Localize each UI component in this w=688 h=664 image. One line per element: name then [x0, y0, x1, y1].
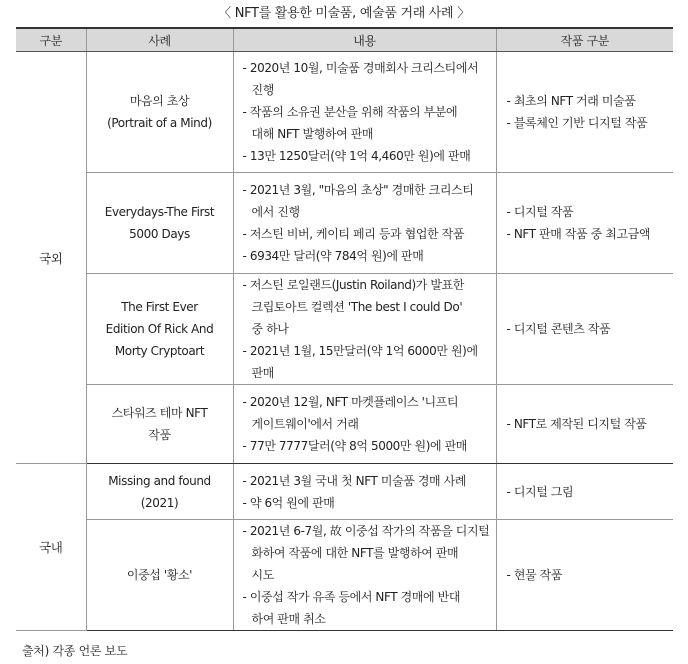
- case-cell: [86, 520, 233, 631]
- content-line: - 저스틴 로일랜드(Justin Roiland)가 발표한: [242, 278, 464, 292]
- case-line: Morty Cryptoart: [114, 344, 205, 358]
- content-line: 시도: [251, 568, 274, 582]
- kind-cell: [496, 520, 673, 631]
- content-line: 에서 진행: [251, 205, 300, 219]
- case-cell: [86, 173, 233, 274]
- content-cell: [233, 385, 496, 464]
- kind-cell: [496, 52, 673, 173]
- case-line: 스타워즈 테마 NFT: [111, 406, 208, 420]
- content-line: - 2021년 6-7월, 故 이중섭 작가의 작품을 디지털: [242, 524, 490, 538]
- region-cell: 국외: [16, 52, 86, 464]
- content-line: 크립토아트 컬렉션 'The best I could Do': [251, 300, 463, 314]
- table-row: [16, 385, 673, 464]
- case-cell: [86, 464, 233, 520]
- header-content: 내용: [233, 28, 496, 52]
- table-title: 〈 NFT를 활용한 미술품, 예술품 거래 사례 〉: [218, 6, 470, 21]
- content-line: - 작품의 소유권 분산을 위해 작품의 부분에: [242, 105, 458, 119]
- content-line: - 2021년 3월, "마음의 초상" 경매한 크리스티: [242, 183, 474, 197]
- content-line: - 2021년 3월 국내 첫 NFT 미술품 경매 사례: [242, 473, 467, 488]
- case-line: (Portrait of a Mind): [107, 116, 212, 130]
- content-line: - 2020년 12월, NFT 마켓플레이스 '니프티: [242, 395, 459, 409]
- case-cell: [86, 52, 233, 173]
- header-row: [16, 28, 673, 52]
- table-row: [16, 173, 673, 274]
- content-line: - 77만 7777달러(약 8억 5000만 원)에 판매: [242, 439, 467, 453]
- table-row: [16, 274, 673, 385]
- kind-cell: [496, 464, 673, 520]
- table-row: [16, 464, 673, 520]
- content-line: - 6934만 달러(약 784억 원)에 판매: [242, 249, 424, 263]
- content-line: 화하여 작품에 대한 NFT를 발행하여 판매: [251, 546, 459, 560]
- header-case: 사례: [86, 28, 233, 52]
- case-line: 이중섭 '황소': [126, 568, 193, 582]
- content-line: 게이트웨이'에서 거래: [251, 417, 359, 431]
- case-line: Everydays-The First: [104, 205, 215, 219]
- case-cell: [86, 385, 233, 464]
- case-line: The First Ever: [121, 300, 198, 314]
- content-line: - 이중섭 작가 유족 등에서 NFT 경매에 반대: [242, 590, 461, 604]
- source-note: 출처) 각종 언론 보도: [22, 644, 128, 658]
- kind-cell: [496, 173, 673, 274]
- case-line: (2021): [140, 495, 179, 510]
- content-cell: [233, 274, 496, 385]
- content-line: 대해 NFT 발행하여 판매: [251, 127, 374, 141]
- table-row: [16, 52, 673, 173]
- kind-line: - NFT 판매 작품 중 최고금액: [506, 227, 651, 241]
- kind-line: - 블록체인 기반 디지털 작품: [506, 116, 648, 130]
- case-line: 5000 Days: [129, 227, 190, 241]
- kind-line: - 디지털 그림: [506, 484, 574, 499]
- case-line: Missing and found: [108, 473, 211, 488]
- content-line: 진행: [251, 83, 274, 97]
- case-cell: [86, 274, 233, 385]
- kind-line: - 최초의 NFT 거래 미술품: [506, 94, 636, 108]
- case-line: Edition Of Rick And: [105, 322, 214, 336]
- nft-cases-table: [16, 27, 673, 631]
- region-cell: 국내: [16, 464, 86, 631]
- content-line: - 저스틴 비버, 케이티 페리 등과 협업한 작품: [242, 227, 465, 241]
- content-line: - 2020년 10월, 미술품 경매회사 크리스티에서: [242, 61, 479, 75]
- content-line: 하여 판매 취소: [251, 612, 326, 626]
- kind-cell: [496, 274, 673, 385]
- kind-line: - NFT로 제작된 디지털 작품: [506, 417, 647, 431]
- case-line: 작품: [148, 428, 171, 442]
- kind-line: - 디지털 콘텐츠 작품: [506, 322, 611, 336]
- kind-line: - 현물 작품: [506, 568, 563, 582]
- kind-cell: [496, 385, 673, 464]
- content-line: - 약 6억 원에 판매: [242, 495, 335, 510]
- header-kind: 작품 구분: [496, 28, 673, 52]
- content-cell: [233, 52, 496, 173]
- content-cell: [233, 520, 496, 631]
- content-cell: [233, 173, 496, 274]
- header-region: 구분: [16, 28, 86, 52]
- kind-line: - 디지털 작품: [506, 205, 574, 219]
- content-line: - 13만 1250달러(약 1억 4,460만 원)에 판매: [242, 149, 471, 163]
- case-line: 마음의 초상: [129, 94, 190, 108]
- content-line: 판매: [251, 366, 274, 380]
- table-row: [16, 520, 673, 631]
- content-line: - 2021년 1월, 15만달러(약 1억 6000만 원)에: [242, 344, 478, 358]
- content-cell: [233, 464, 496, 520]
- content-line: 중 하나: [251, 322, 289, 336]
